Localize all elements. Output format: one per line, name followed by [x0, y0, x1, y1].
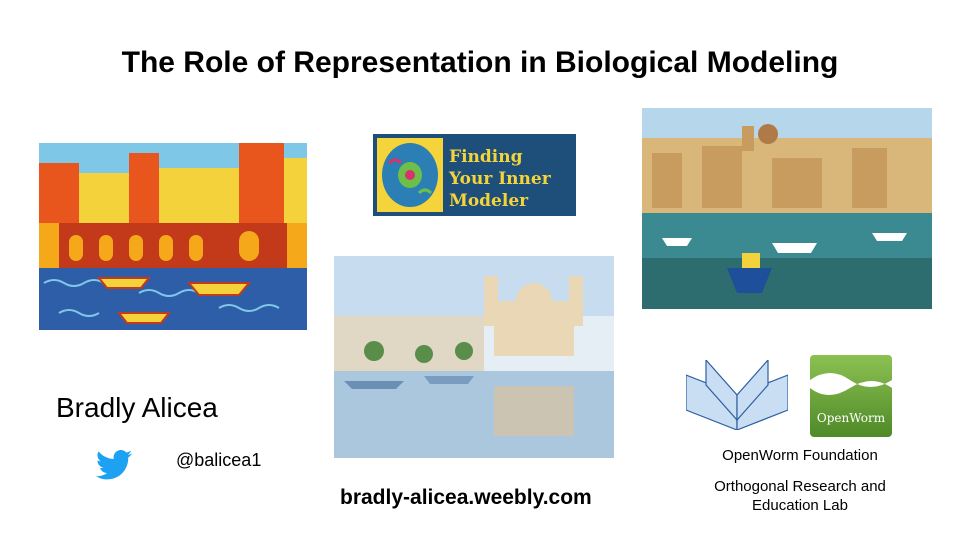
colorful-harbor-painting: [39, 143, 307, 330]
orthogonal-lab-label: Orthogonal Research and Education Lab: [714, 478, 886, 514]
openworm-logo: [810, 355, 892, 437]
fym-logo-text: Finding Your Inner Modeler: [449, 147, 551, 211]
cell-icon: [377, 138, 443, 212]
openworm-foundation-label: OpenWorm Foundation: [722, 447, 878, 464]
slide-title: The Role of Representation in Biological Modeling: [121, 46, 839, 79]
harbor-photo: [642, 108, 932, 309]
openworm-logo-text: OpenWorm: [816, 411, 886, 425]
watercolor-church-painting: [334, 256, 614, 458]
openworm-folded-planes-icon: [686, 360, 788, 430]
twitter-bird-icon[interactable]: [96, 450, 132, 480]
website-url[interactable]: bradly-alicea.weebly.com: [340, 486, 592, 509]
finding-your-inner-modeler-logo: [373, 134, 576, 216]
author-name: Bradly Alicea: [56, 392, 218, 423]
twitter-handle[interactable]: @balicea1: [176, 450, 262, 470]
